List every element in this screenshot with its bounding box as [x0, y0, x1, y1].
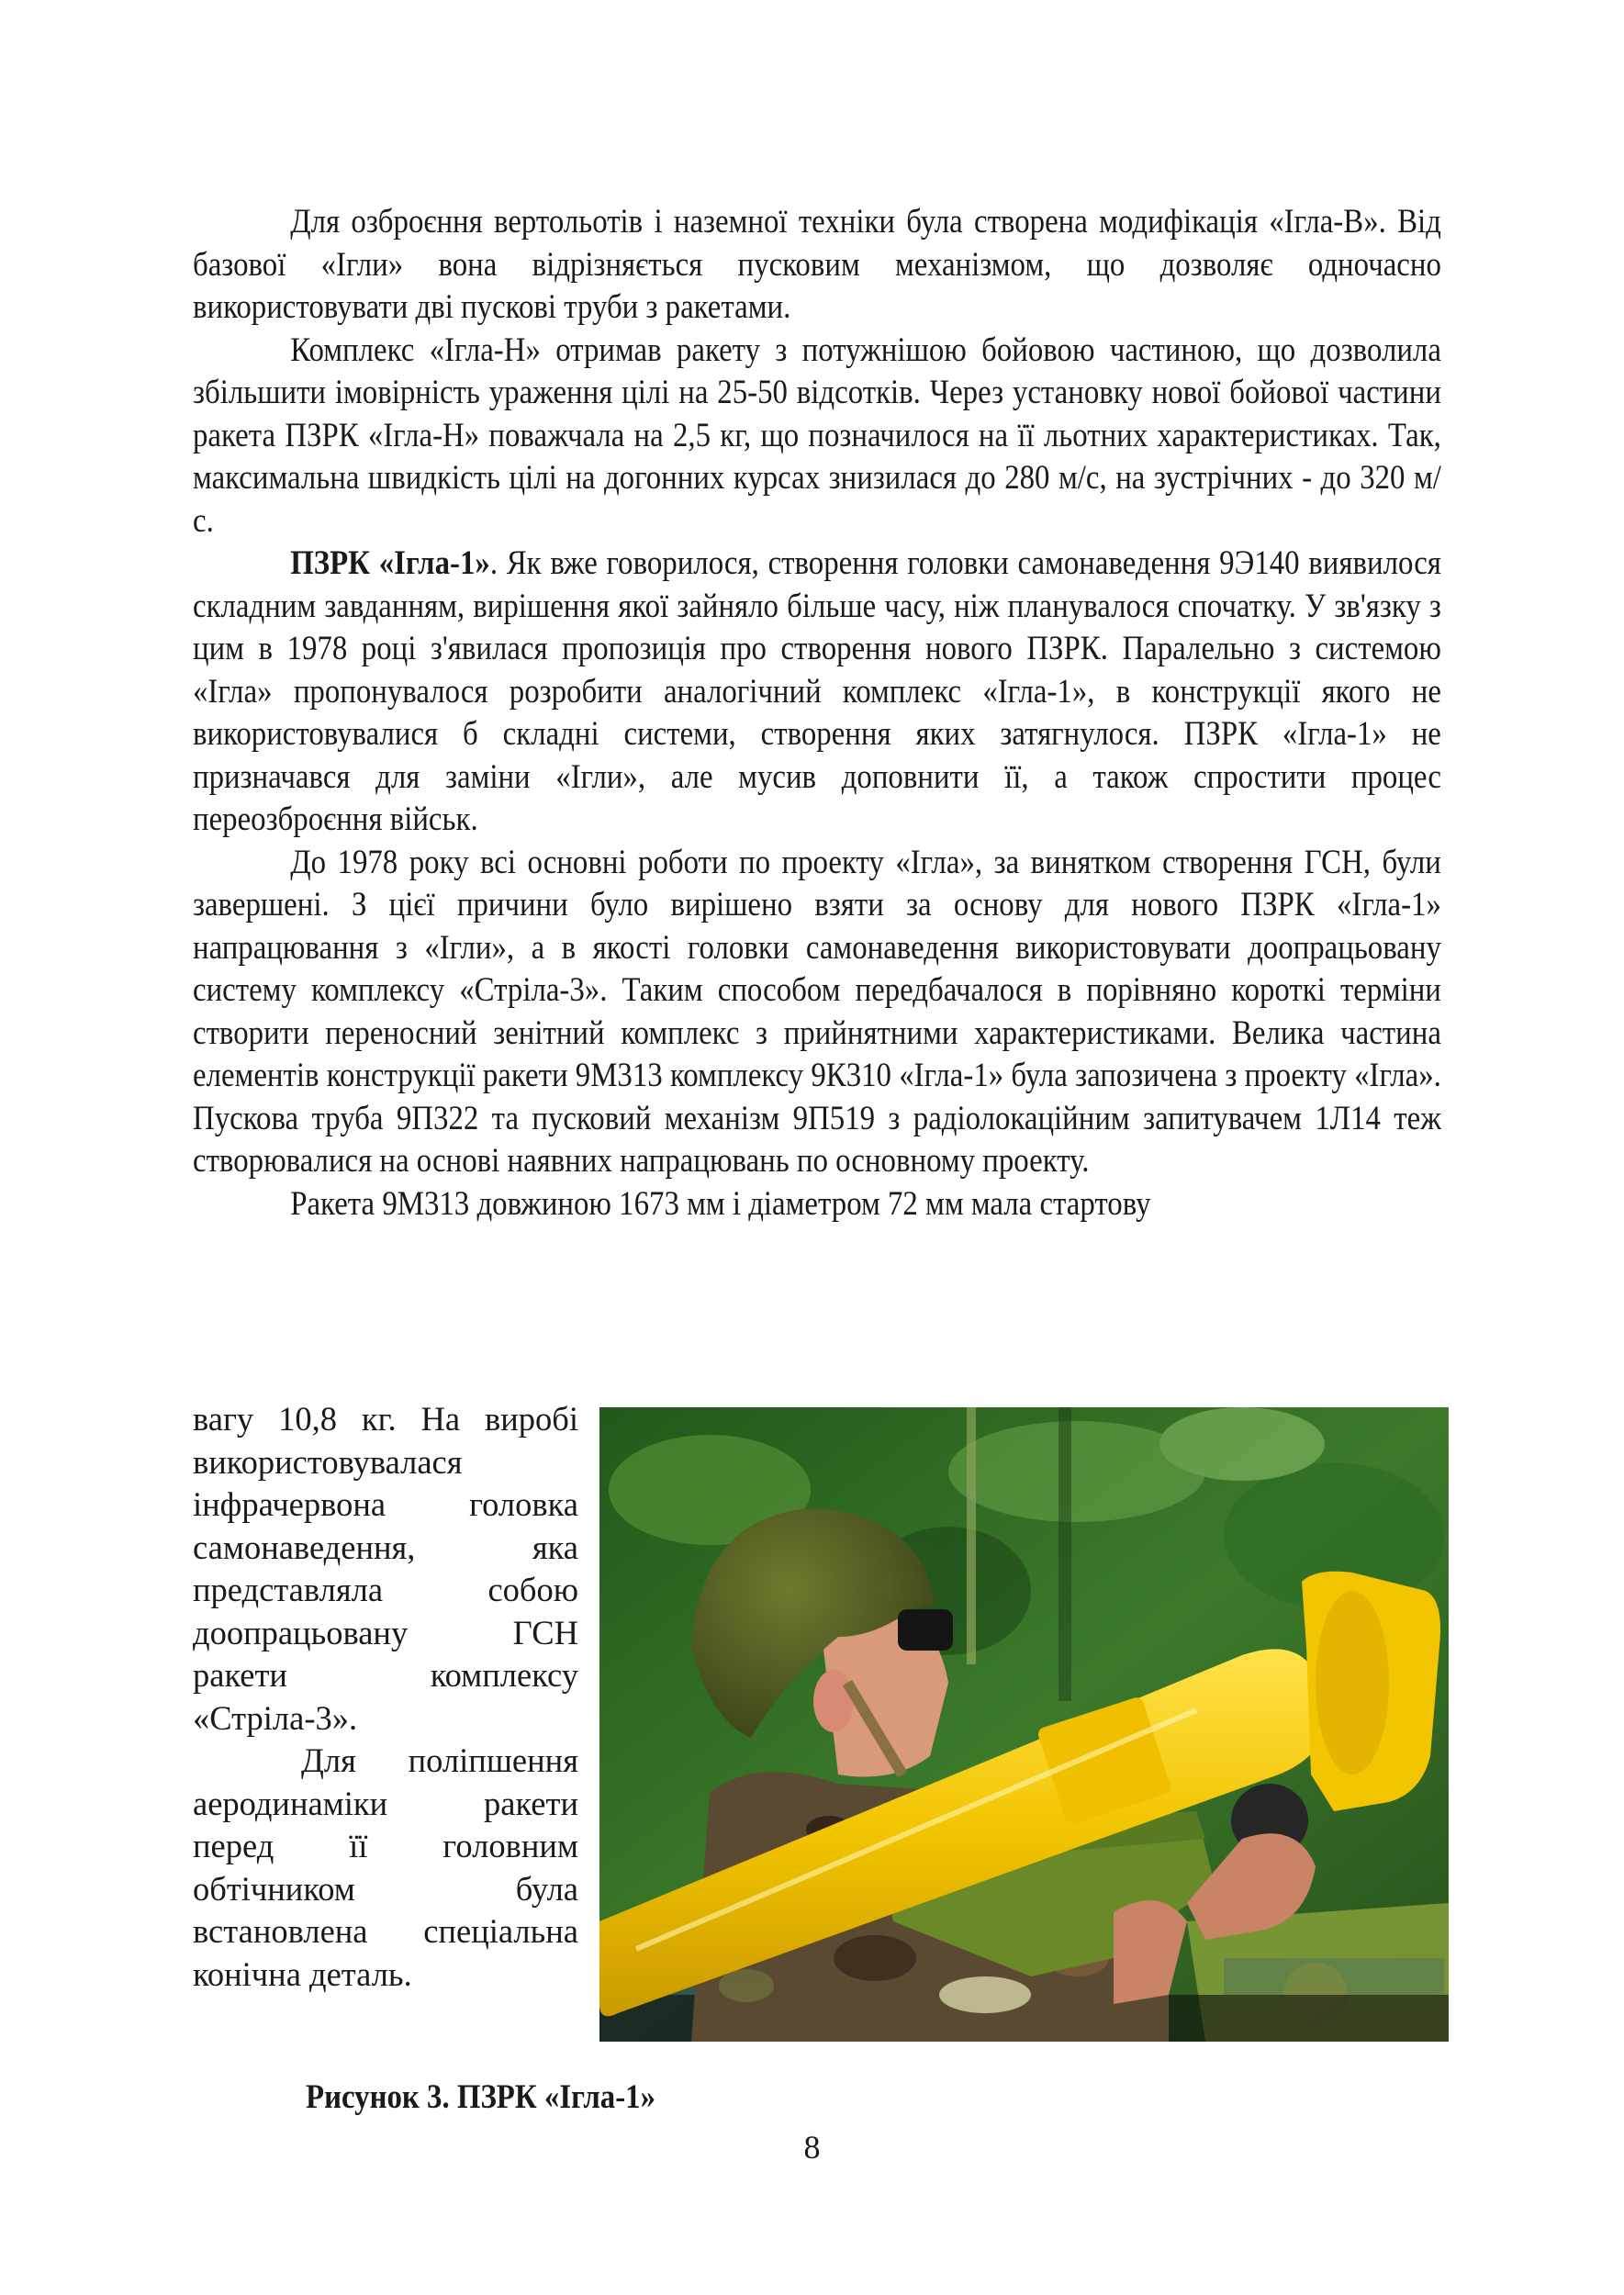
page-number: 8 [803, 2129, 821, 2166]
text-line: представляла собою [193, 1571, 578, 1608]
text-line: «Стріла-3». [193, 1698, 358, 1737]
paragraph-development: До 1978 року всі основні роботи по проекту «Ігла», за винятком створення ГСН, були завершені. З цієї причини було вирішено взяти за основу для нового ПЗРК «Ігла-1» напрацювання з «Ігли», а в якості головки самонаведення використовувати доопрацьовану систему комплексу «Стріла-3». Таким способом передбачалося в порівняно короткі терміни створити переносний зенітний комплекс з прийнятними характеристиками. Велика частина елементів конструкції ракети 9М313 комплексу 9К310 «Ігла-1» була запозичена з проекту «Ігла». Пускова труба 9П322 та пусковий механізм 9П519 з радіолокаційним запитувачем 1Л14 теж створювалися на основі наявних напрацювань по основному проекту. [193, 842, 1441, 1179]
paragraph-text: . Як вже говорилося, створення головки самонаведення 9Э140 виявилося складним завданням, вирішення якої зайняло більше часу, ніж планувалося спочатку. У зв'язку з цим в 1978 році з'явилася пропозиція про створення нового ПЗРК. Паралельно з системою «Ігла» пропонувалося розробити аналогічний комплекс «Ігла-1», в конструкції якого не використовувалися б складні системи, створення яких затягнулося. ПЗРК «Ігла-1» не призначався для заміни «Ігли», але мусив доповнити її, а також спростити процес переозброєння військ. [193, 543, 1441, 837]
paragraph-igla-v: Для озброєння вертольотів і наземної техніки була створена модифікація «Ігла-В». Від базової «Ігли» вона відрізняється пусковим механізмом, що дозволяє одночасно використовувати дві пускові труби з ракетами. [193, 202, 1441, 325]
body-text [193, 200, 1441, 1225]
figure-photo-igla-1 [599, 1407, 1449, 2042]
text-line: доопрацьовану ГСН [193, 1613, 578, 1651]
paragraph-igla-1-intro [193, 542, 1441, 841]
text-line: використовувалася [193, 1442, 463, 1481]
paragraph-missile-specs-start: Ракета 9М313 довжиною 1673 мм і діаметром 72 мм мала стартову [290, 1183, 1151, 1222]
text-line: обтічником була [193, 1869, 578, 1908]
paragraph-igla-n: Комплекс «Ігла-Н» отримав ракету з потужнішою бойовою частиною, що дозволила збільшити імовірність ураження цілі на 25-50 відсотків. Через установку нової бойової частини ракета ПЗРК «Ігла-Н» поважчала на 2,5 кг, що позначилося на її льотних характеристиках. Так, максимальна швидкість цілі на догонних курсах знизилася до 280 м/с, на зустрічних - до 320 м/с. [193, 330, 1441, 539]
figure-caption: Рисунок 3. ПЗРК «Ігла-1» [306, 2077, 656, 2115]
section-heading-igla-1: ПЗРК «Ігла-1» [290, 543, 490, 581]
soldier-with-manpads-image [599, 1407, 1449, 2042]
text-line: вагу 10,8 кг. На виробі [193, 1400, 578, 1438]
text-line: перед її головним [193, 1827, 578, 1864]
text-line: самонаведення, яка [193, 1528, 578, 1566]
text-line: конічна деталь. [193, 1954, 412, 1993]
text-line: Для поліпшення [301, 1741, 578, 1779]
text-line: ракети комплексу [193, 1656, 578, 1694]
text-line: аеродинаміки ракети [193, 1784, 578, 1822]
text-line: інфрачервона головка [193, 1485, 578, 1523]
wrapped-text-column [193, 1398, 578, 1996]
text-line: встановлена спеціальна [193, 1912, 578, 1950]
